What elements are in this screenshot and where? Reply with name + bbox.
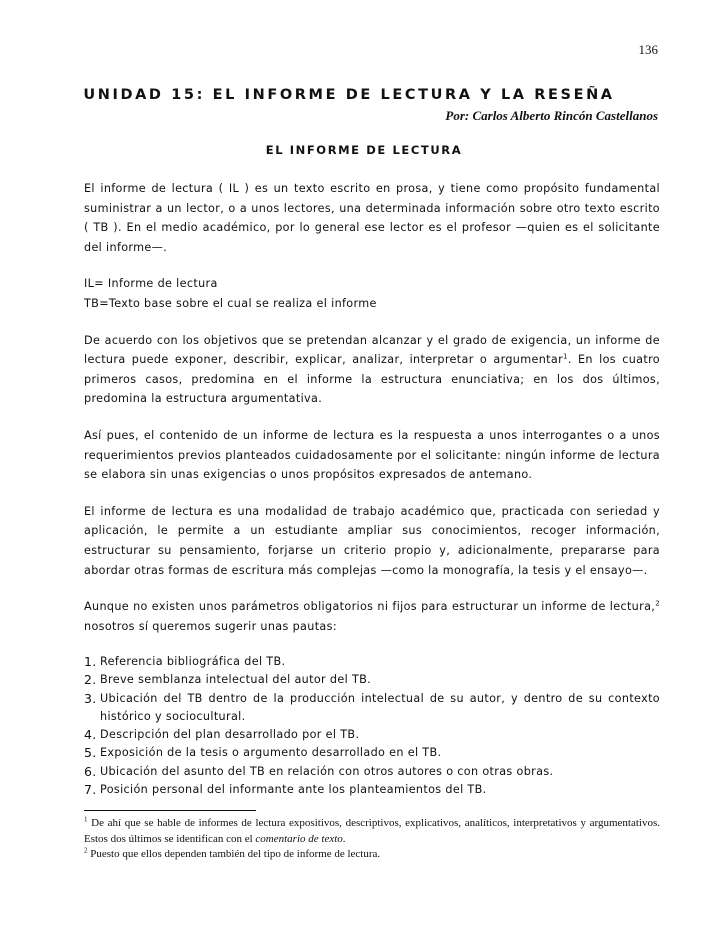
list-item-text: Posición personal del informante ante los planteamientos del TB. — [100, 782, 487, 796]
footnotes — [84, 816, 660, 863]
footnote-1-emphasis: comentario de texto — [255, 832, 343, 845]
paragraph-objectives-text-b: . En los cuatro primeros casos, predomina en el informe la estructura enunciativa; en los dos últimos, predomina la estructura argumentativa. — [84, 353, 660, 406]
page-number: 136 — [638, 42, 658, 57]
abbreviation-il: IL= Informe de lectura — [84, 277, 218, 291]
footnote-2 — [84, 847, 660, 863]
footnote-divider — [84, 810, 256, 811]
list-item — [84, 726, 660, 744]
list-item — [84, 781, 660, 799]
footnote-1-number: 1 — [84, 815, 88, 824]
paragraph-modality: El informe de lectura es una modalidad de trabajo académico que, practicada con seriedad y aplicación, le permite a un estudiante ampliar sus conocimientos, recoger información, estructurar su pensamiento, forjarse un criterio propio y, adicionalmente, prepararse para abordar otras formas de escritura más complejas —como la monografía, la tesis y el ensayo—. — [84, 504, 660, 577]
list-item — [84, 744, 660, 762]
author-line: Por: Carlos Alberto Rincón Castellanos — [445, 108, 658, 123]
list-item-number: 3. — [84, 690, 97, 706]
paragraph-content: Así pues, el contenido de un informe de lectura es la respuesta a unos interrogantes o a unos requerimientos previos planteados cuidadosamente por el solicitante: ningún informe de lectura se elabora sin unas exigencias o unos propósitos expresados de antemano. — [84, 428, 660, 482]
list-item-number: 4. — [84, 727, 97, 743]
list-item-text: Descripción del plan desarrollado por el TB. — [100, 728, 360, 742]
paragraph-definition: El informe de lectura ( IL ) es un texto escrito en prosa, y tiene como propósito fundamental suministrar a un lector, o a unos lectores, una determinada información sobre otro texto escrito ( TB ). En el medio académico, por lo general ese lector es el profesor —quien es el solicitante del informe—. — [84, 182, 660, 254]
list-item-text: Referencia bibliográfica del TB. — [100, 655, 286, 669]
paragraph-parameters — [84, 597, 660, 636]
list-item-text: Ubicación del asunto del TB en relación con otros autores o con otras obras. — [100, 764, 554, 778]
unit-title: UNIDAD 15: EL INFORME DE LECTURA Y LA RESEÑA — [83, 87, 615, 103]
list-item — [84, 763, 660, 781]
footnote-2-text: Puesto que ellos dependen también del tipo de informe de lectura. — [87, 848, 381, 860]
footnote-1-text: De ahí que se hable de informes de lectura expositivos, descriptivos, explicativos, analíticos, interpretativos y argumentativos. Estos dos últimos se identifican con el — [84, 817, 660, 845]
paragraph-parameters-text-b: nosotros sí queremos sugerir unas pautas: — [84, 619, 337, 633]
footnote-ref-2: 2 — [655, 599, 660, 608]
list-item-text: Exposición de la tesis o argumento desarrollado en el TB. — [100, 746, 442, 760]
guidelines-list — [84, 653, 660, 799]
abbreviation-tb: TB=Texto base sobre el cual se realiza el informe — [84, 296, 377, 310]
list-item-number: 2. — [84, 672, 97, 688]
list-item-text: Ubicación del TB dentro de la producción intelectual de su autor, y dentro de su contexto histórico y sociocultural. — [100, 691, 660, 723]
list-item-text: Breve semblanza intelectual del autor del TB. — [100, 673, 372, 687]
abbreviations-block — [84, 274, 660, 313]
footnote-ref-1: 1 — [563, 352, 568, 361]
paragraph-parameters-text-a: Aunque no existen unos parámetros obligatorios ni fijos para estructurar un informe de lectura, — [84, 600, 656, 614]
list-item — [84, 690, 660, 726]
footnote-1 — [84, 816, 660, 847]
footnote-2-number: 2 — [84, 846, 88, 855]
list-item-number: 7. — [84, 781, 97, 797]
list-item — [84, 653, 660, 671]
paragraph-objectives-text-a: De acuerdo con los objetivos que se pretendan alcanzar y el grado de exigencia, un informe de lectura puede exponer, describir, explicar, analizar, interpretar o argumentar — [84, 333, 660, 367]
body-text — [84, 179, 660, 799]
paragraph-objectives — [84, 331, 660, 409]
footnote-1-end: . — [342, 832, 346, 845]
list-item — [84, 671, 660, 689]
list-item-number: 5. — [84, 745, 97, 761]
section-title: EL INFORME DE LECTURA — [265, 143, 463, 157]
list-item-number: 6. — [84, 763, 97, 779]
list-item-number: 1. — [84, 654, 97, 670]
